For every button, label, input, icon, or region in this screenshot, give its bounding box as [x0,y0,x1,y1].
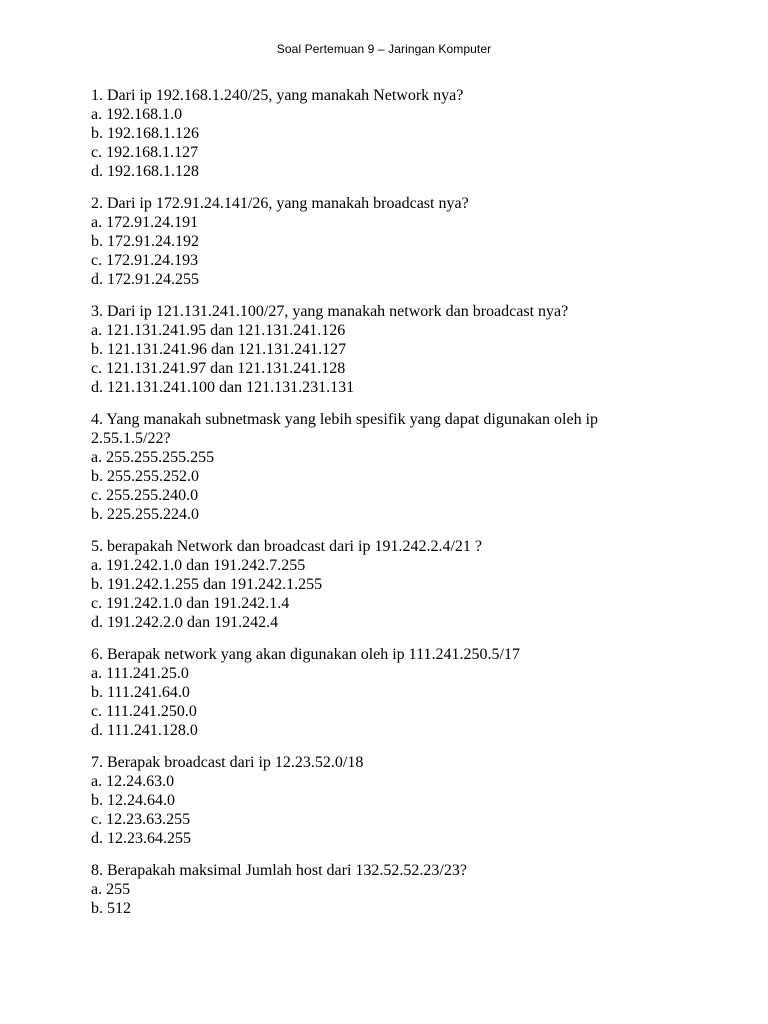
answer-option-d: d. 12.23.64.255 [91,830,191,847]
answer-option-b: b. 512 [91,900,131,917]
answer-option-d: d. 192.168.1.128 [91,163,199,180]
question-text: 5. berapakah Network dan broadcast dari ip 191.242.2.4/21 ? [91,538,482,555]
answer-option-b: b. 12.24.64.0 [91,792,175,809]
answer-option-d: d. 111.241.128.0 [91,722,198,739]
question-text: 8. Berapakah maksimal Jumlah host dari 132.52.52.23/23? [91,862,467,879]
answer-option-d: d. 121.131.241.100 dan 121.131.231.131 [91,379,355,396]
document-header: Soal Pertemuan 9 – Jaringan Komputer [276,42,492,56]
answer-option-c: c. 121.131.241.97 dan 121.131.241.128 [91,360,346,377]
answer-option-a: a. 192.168.1.0 [91,106,183,123]
answer-option-c: c. 255.255.240.0 [91,487,199,504]
answer-option-b: b. 121.131.241.96 dan 121.131.241.127 [91,341,347,358]
answer-option-b: b. 172.91.24.192 [91,233,199,250]
question-list [91,86,691,931]
question-text: 1. Dari ip 192.168.1.240/25, yang manakah Network nya? [91,87,464,104]
answer-option-b: b. 111.241.64.0 [91,684,190,701]
question-text: 2. Dari ip 172.91.24.141/26, yang manakah broadcast nya? [91,195,469,212]
answer-option-a: a. 12.24.63.0 [91,773,175,790]
question-6 [91,645,691,740]
answer-option-a: a. 255.255.255.255 [91,449,215,466]
answer-option-b: b. 191.242.1.255 dan 191.242.1.255 [91,576,323,593]
answer-option-c: c. 172.91.24.193 [91,252,199,269]
question-4 [91,410,691,524]
answer-option-c: c. 12.23.63.255 [91,811,191,828]
answer-option-d: d. 172.91.24.255 [91,271,199,288]
question-text: 6. Berapak network yang akan digunakan oleh ip 111.241.250.5/17 [91,646,520,663]
answer-option-a: a. 121.131.241.95 dan 121.131.241.126 [91,322,346,339]
answer-option-a: a. 191.242.1.0 dan 191.242.7.255 [91,557,306,574]
answer-option-a: a. 255 [91,881,131,898]
answer-option-c: c. 192.168.1.127 [91,144,199,161]
question-2 [91,194,691,289]
answer-option-b: b. 255.255.252.0 [91,468,199,485]
answer-option-d: d. 191.242.2.0 dan 191.242.4 [91,614,279,631]
answer-option-c: c. 111.241.250.0 [91,703,197,720]
question-1 [91,86,691,181]
question-8 [91,861,691,918]
question-5 [91,537,691,632]
answer-option-a: a. 172.91.24.191 [91,214,199,231]
question-text: 3. Dari ip 121.131.241.100/27, yang manakah network dan broadcast nya? [91,303,569,320]
question-text: 4. Yang manakah subnetmask yang lebih spesifik yang dapat digunakan oleh ip 2.55.1.5/22? [91,411,599,447]
answer-option-b: b. 192.168.1.126 [91,125,199,142]
question-7 [91,753,691,848]
question-text: 7. Berapak broadcast dari ip 12.23.52.0/18 [91,754,364,771]
answer-option-c: c. 191.242.1.0 dan 191.242.1.4 [91,595,290,612]
question-3 [91,302,691,397]
answer-option-d: b. 225.255.224.0 [91,506,199,523]
answer-option-a: a. 111.241.25.0 [91,665,189,682]
